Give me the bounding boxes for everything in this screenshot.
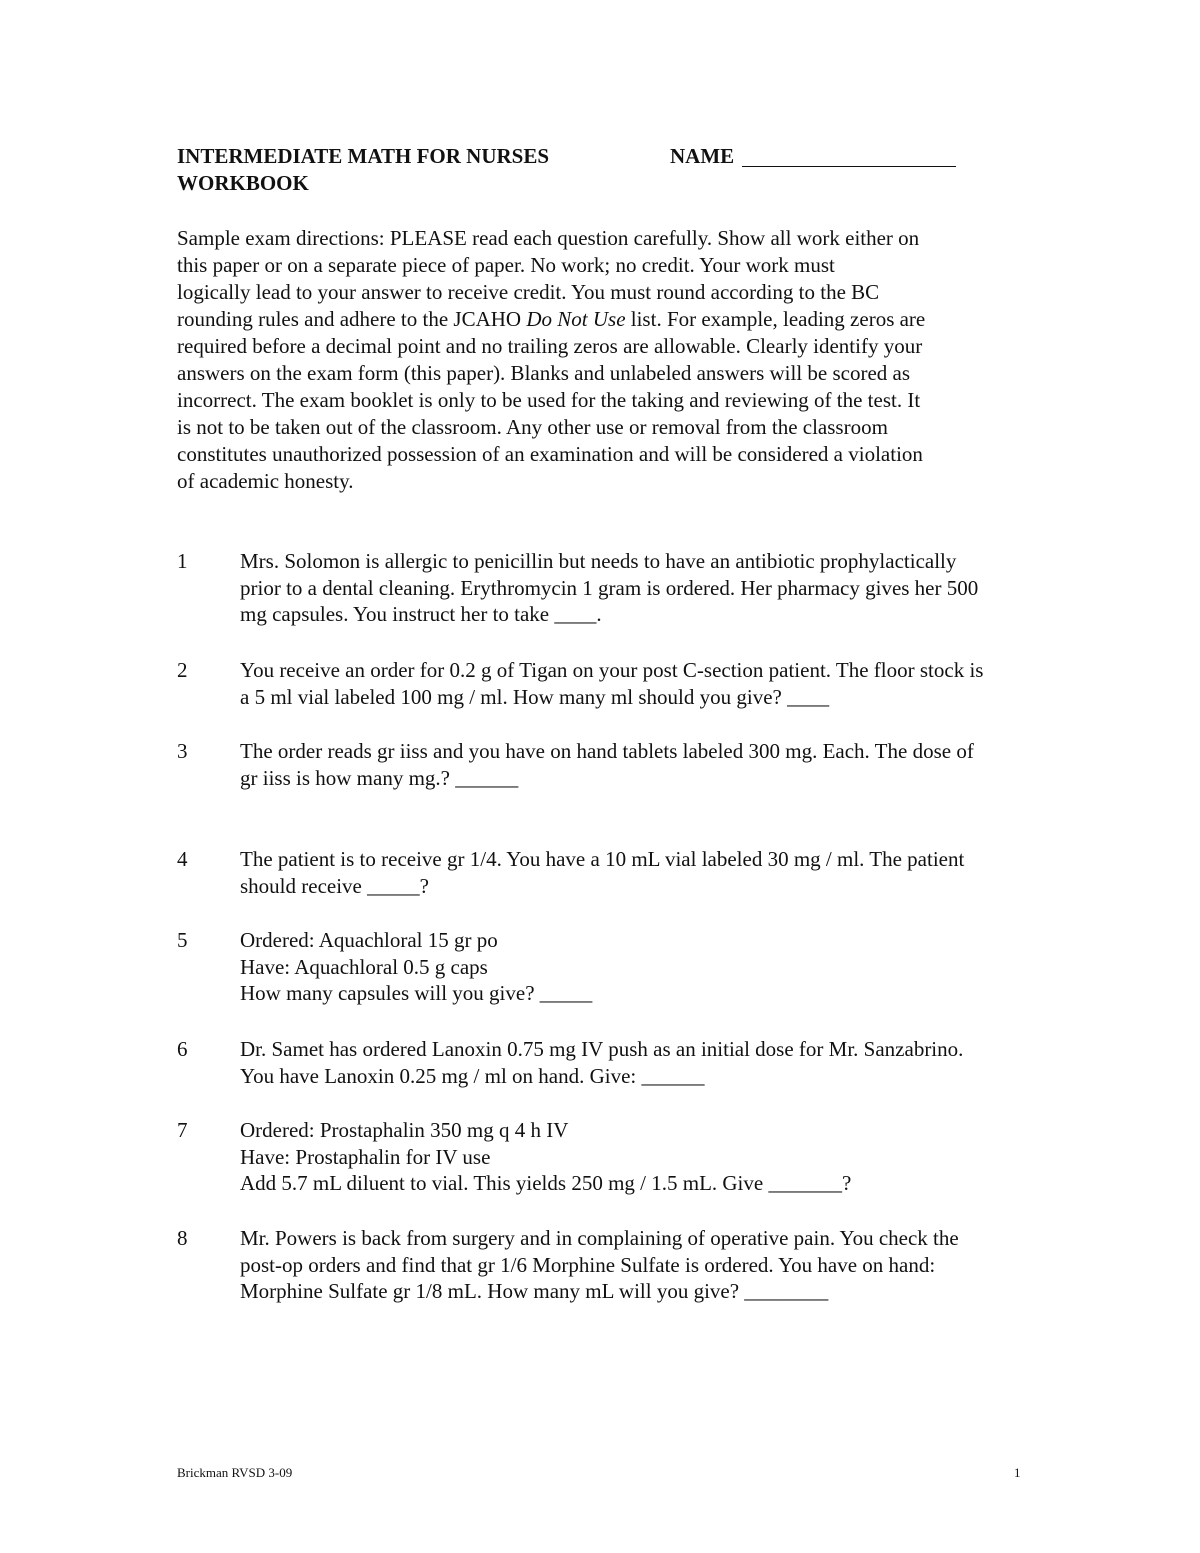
- question-line: should receive _____?: [240, 873, 429, 898]
- page-number: 1: [1014, 1465, 1021, 1480]
- question-line: The order reads gr iiss and you have on hand tablets labeled 300 mg. Each. The dose of: [240, 739, 974, 763]
- question-text: [240, 548, 1090, 628]
- directions-line: required before a decimal point and no trailing zeros are allowable. Clearly identify your: [177, 334, 923, 358]
- question-number: 1: [177, 549, 188, 573]
- do-not-use-italic: Do Not Use: [526, 307, 626, 331]
- directions-line: this paper or on a separate piece of paper. No work; no credit. Your work must: [177, 253, 835, 277]
- question-number: 3: [177, 739, 188, 763]
- question-text: [240, 927, 1090, 1007]
- question-line: You receive an order for 0.2 g of Tigan on your post C-section patient. The floor stock is: [240, 658, 984, 682]
- question-number: 5: [177, 928, 188, 952]
- question-text: [240, 846, 1090, 899]
- question-line: prior to a dental cleaning. Erythromycin 1 gram is ordered. Her pharmacy gives her 500: [240, 575, 979, 600]
- question-line: Dr. Samet has ordered Lanoxin 0.75 mg IV push as an initial dose for Mr. Sanzabrino.: [240, 1037, 964, 1061]
- question-line: Have: Aquachloral 0.5 g caps: [240, 954, 488, 979]
- directions-line: is not to be taken out of the classroom. Any other use or removal from the classroom: [177, 415, 888, 439]
- directions-line: answers on the exam form (this paper). Blanks and unlabeled answers will be scored as: [177, 361, 911, 385]
- question-number: 2: [177, 658, 188, 682]
- question-line: Mrs. Solomon is allergic to penicillin but needs to have an antibiotic prophylactically: [240, 549, 957, 573]
- question-line: Ordered: Prostaphalin 350 mg q 4 h IV: [240, 1118, 569, 1142]
- question-line: Have: Prostaphalin for IV use: [240, 1144, 491, 1169]
- question-line: mg capsules. You instruct her to take ____.: [240, 602, 602, 626]
- question-text: [240, 1225, 1090, 1305]
- exam-directions: [177, 225, 1047, 495]
- directions-line: logically lead to your answer to receive credit. You must round according to the BC: [177, 280, 880, 304]
- question-number: 7: [177, 1118, 188, 1142]
- question-number: 8: [177, 1226, 188, 1250]
- directions-line-end: list. For example, leading zeros are: [625, 307, 926, 331]
- title-line-2: WORKBOOK: [177, 171, 309, 195]
- directions-line: incorrect. The exam booklet is only to be used for the taking and reviewing of the test. It: [177, 388, 921, 412]
- directions-line-start: rounding rules and adhere to the JCAHO: [177, 307, 527, 331]
- header: [177, 143, 997, 197]
- directions-line: Sample exam directions: PLEASE read each question carefully. Show all work either on: [177, 226, 920, 250]
- question-text: [240, 1036, 1090, 1089]
- question-line: post-op orders and find that gr 1/6 Morphine Sulfate is ordered. You have on hand:: [240, 1252, 936, 1277]
- directions-line: [177, 306, 1047, 333]
- title-line-1: INTERMEDIATE MATH FOR NURSES: [177, 144, 550, 168]
- question-line: Mr. Powers is back from surgery and in complaining of operative pain. You check the: [240, 1226, 959, 1250]
- question-text: [240, 657, 1090, 710]
- question-line: a 5 ml vial labeled 100 mg / ml. How many ml should you give? ____: [240, 684, 830, 709]
- question-line: How many capsules will you give? _____: [240, 981, 593, 1005]
- directions-line: constitutes unauthorized possession of an examination and will be considered a violation: [177, 442, 923, 466]
- question-line: gr iiss is how many mg.? ______: [240, 765, 519, 790]
- footer-author: Brickman RVSD 3-09: [177, 1465, 293, 1480]
- question-line: Morphine Sulfate gr 1/8 mL. How many mL will you give? ________: [240, 1279, 829, 1303]
- question-number: 6: [177, 1037, 188, 1061]
- question-text: [240, 1117, 1090, 1197]
- question-line: Ordered: Aquachloral 15 gr po: [240, 928, 498, 952]
- question-number: 4: [177, 847, 188, 871]
- question-line: You have Lanoxin 0.25 mg / ml on hand. Give: ______: [240, 1063, 705, 1088]
- question-text: [240, 738, 1090, 791]
- directions-line: of academic honesty.: [177, 469, 354, 493]
- name-label: NAME: [670, 144, 735, 168]
- question-line: The patient is to receive gr 1/4. You have a 10 mL vial labeled 30 mg / ml. The patient: [240, 847, 965, 871]
- question-line: Add 5.7 mL diluent to vial. This yields 250 mg / 1.5 mL. Give _______?: [240, 1171, 852, 1195]
- name-blank-line: [742, 166, 956, 167]
